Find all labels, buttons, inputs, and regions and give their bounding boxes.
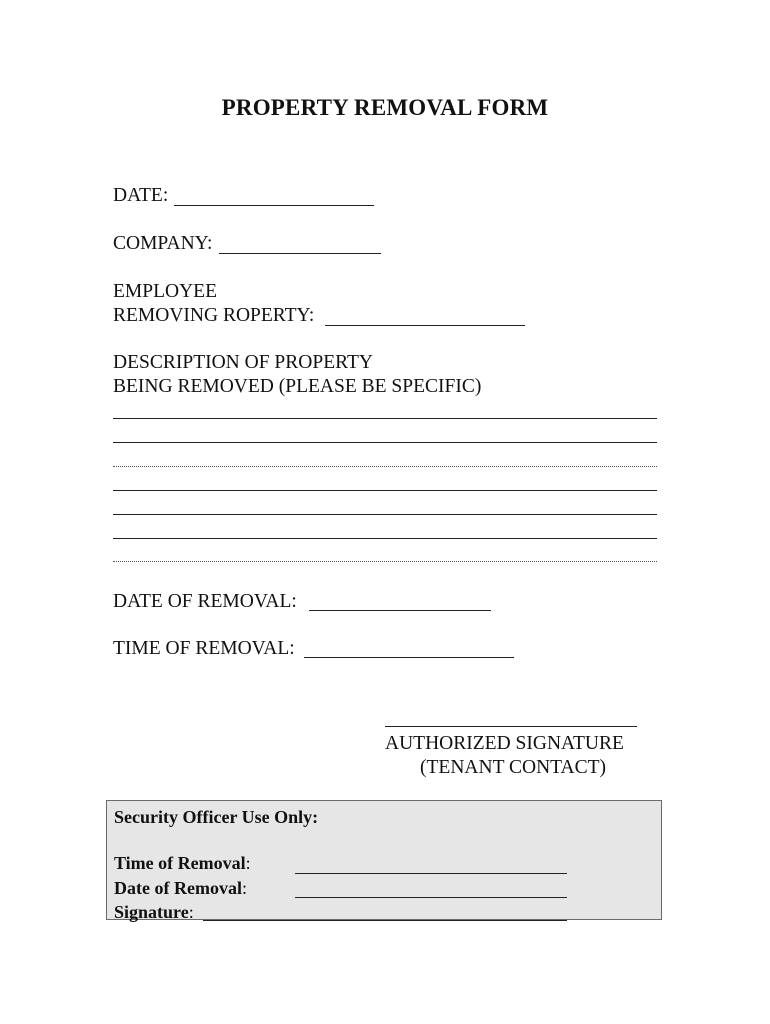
security-time-of-removal-label: [114, 852, 251, 874]
security-signature-colon: :: [188, 902, 194, 922]
authorized-signature-label: AUTHORIZED SIGNATURE: [385, 733, 624, 754]
employee-label-line1: EMPLOYEE: [113, 281, 217, 302]
form-title: PROPERTY REMOVAL FORM: [221, 95, 549, 120]
employee-label-line2: REMOVING ROPERTY:: [113, 305, 315, 326]
company-input-line[interactable]: [219, 253, 381, 254]
description-line-1[interactable]: [113, 418, 657, 419]
date-input-line[interactable]: [174, 205, 374, 206]
security-date-input-line[interactable]: [295, 897, 567, 898]
security-time-label-text: Time of Removal: [114, 853, 246, 873]
company-label: COMPANY:: [113, 233, 213, 254]
security-signature-label: [114, 901, 194, 923]
description-line-4[interactable]: [113, 490, 657, 491]
security-time-input-line[interactable]: [295, 873, 567, 874]
security-time-colon: :: [245, 853, 251, 873]
date-of-removal-input-line[interactable]: [309, 610, 491, 611]
security-date-label-text: Date of Removal: [114, 878, 242, 898]
date-label: DATE:: [113, 185, 169, 206]
date-of-removal-label: DATE OF REMOVAL:: [113, 591, 297, 612]
security-date-colon: :: [241, 878, 247, 898]
description-line-2[interactable]: [113, 442, 657, 443]
security-signature-label-text: Signature: [114, 902, 189, 922]
tenant-contact-label: (TENANT CONTACT): [420, 757, 607, 778]
employee-input-line[interactable]: [325, 325, 525, 326]
authorized-signature-line[interactable]: [385, 726, 637, 727]
date-field: [113, 184, 168, 208]
time-of-removal-input-line[interactable]: [304, 657, 514, 658]
description-line-7[interactable]: [113, 561, 657, 562]
description-label-line1: DESCRIPTION OF PROPERTY: [113, 352, 373, 373]
security-signature-input-line[interactable]: [203, 920, 567, 921]
description-line-5[interactable]: [113, 514, 657, 515]
description-line-3[interactable]: [113, 466, 657, 467]
company-field: [113, 232, 212, 256]
description-line-6[interactable]: [113, 538, 657, 539]
description-label-line2: BEING REMOVED (PLEASE BE SPECIFIC): [113, 376, 482, 397]
time-of-removal-label: TIME OF REMOVAL:: [113, 638, 295, 659]
security-heading: Security Officer Use Only:: [114, 807, 319, 827]
security-date-of-removal-label: [114, 877, 247, 899]
